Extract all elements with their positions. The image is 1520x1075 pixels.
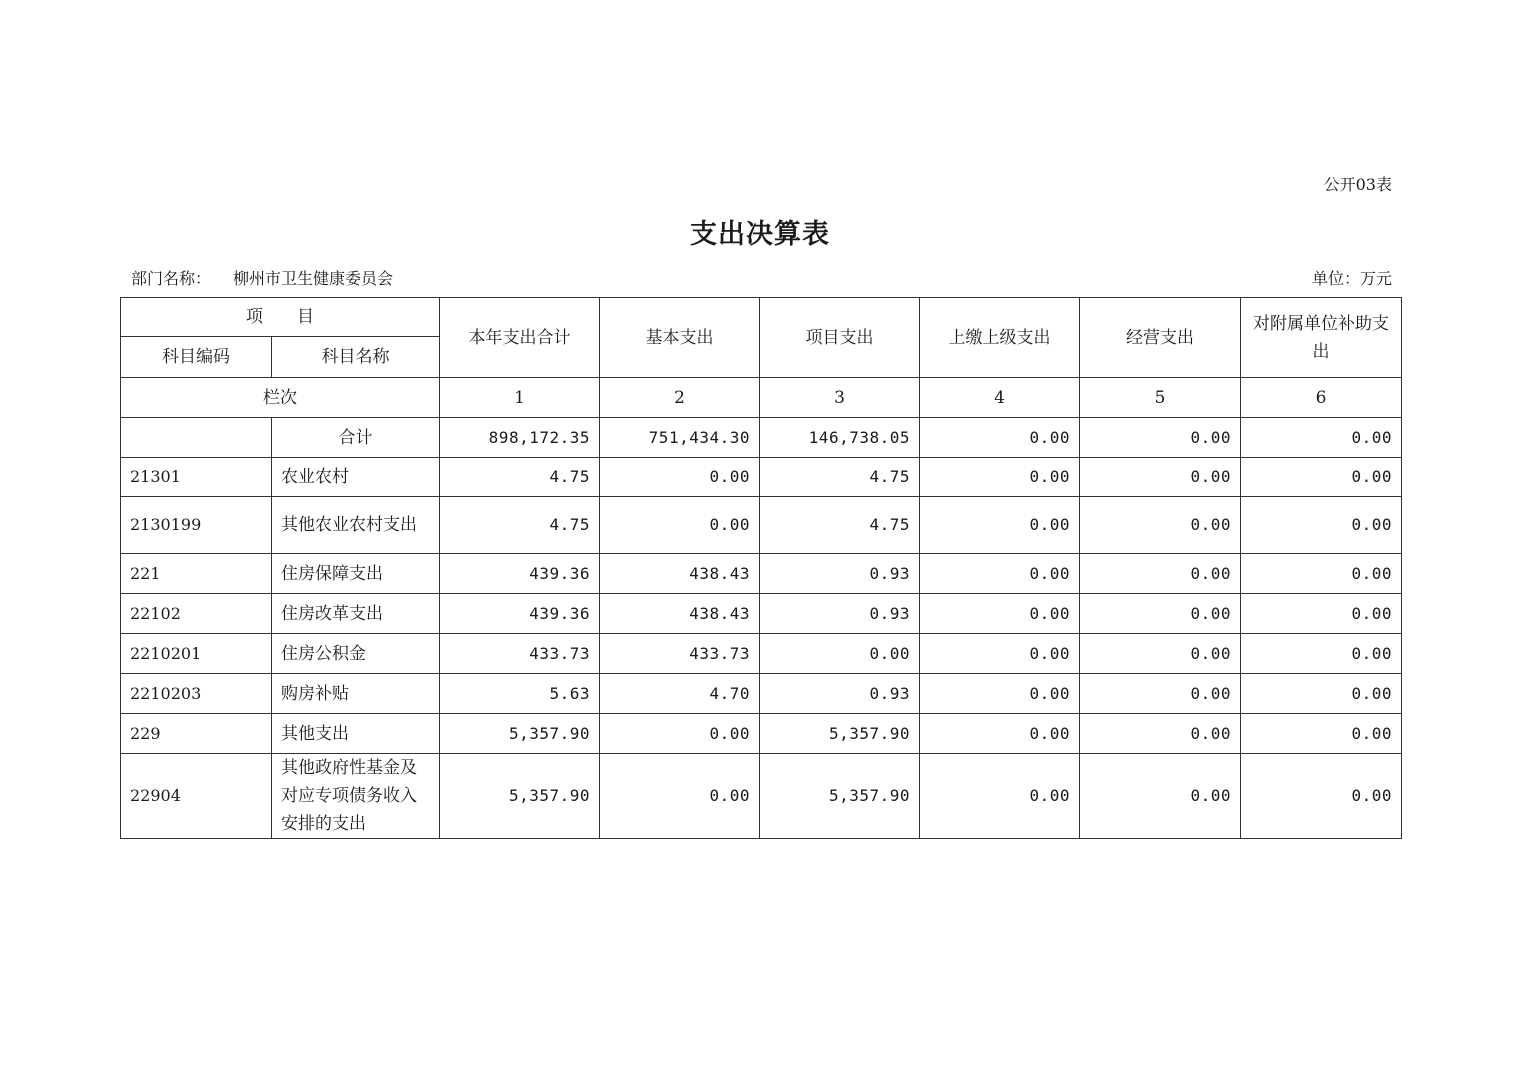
amount-cell: 4.75 <box>440 497 600 554</box>
subject-code-cell: 21301 <box>121 458 272 497</box>
column-number-row <box>121 378 1402 418</box>
table-row <box>121 754 1402 839</box>
amount-cell: 0.93 <box>760 594 920 634</box>
column-number: 4 <box>920 378 1080 418</box>
amount-cell: 0.00 <box>1241 754 1402 839</box>
amount-cell: 433.73 <box>440 634 600 674</box>
subject-code-cell: 221 <box>121 554 272 594</box>
expenditure-table <box>120 297 1402 839</box>
subject-name-cell: 其他政府性基金及对应专项债务收入安排的支出 <box>272 754 440 839</box>
total-value: 898,172.35 <box>440 418 600 458</box>
unit-label: 单位：万元 <box>1311 269 1392 288</box>
total-value: 751,434.30 <box>600 418 760 458</box>
amount-cell: 0.00 <box>1241 497 1402 554</box>
subject-name-header: 科目名称 <box>272 337 440 378</box>
subject-name-cell: 农业农村 <box>272 458 440 497</box>
amount-cell: 0.00 <box>1080 674 1241 714</box>
amount-cell: 0.00 <box>920 594 1080 634</box>
column-header: 上缴上级支出 <box>920 298 1080 378</box>
amount-cell: 5,357.90 <box>440 754 600 839</box>
amount-cell: 0.00 <box>600 458 760 497</box>
amount-cell: 5,357.90 <box>440 714 600 754</box>
column-header: 经营支出 <box>1080 298 1241 378</box>
table-row <box>121 634 1402 674</box>
table-row <box>121 497 1402 554</box>
amount-cell: 0.00 <box>1241 458 1402 497</box>
total-value: 0.00 <box>1241 418 1402 458</box>
amount-cell: 438.43 <box>600 594 760 634</box>
amount-cell: 0.00 <box>1241 714 1402 754</box>
column-header: 基本支出 <box>600 298 760 378</box>
form-code: 公开03表 <box>1323 175 1392 194</box>
total-value: 0.00 <box>920 418 1080 458</box>
amount-cell: 0.00 <box>920 754 1080 839</box>
subject-name-cell: 住房公积金 <box>272 634 440 674</box>
amount-cell: 0.00 <box>1080 458 1241 497</box>
total-code-cell <box>121 418 272 458</box>
amount-cell: 0.00 <box>920 458 1080 497</box>
column-number: 1 <box>440 378 600 418</box>
subject-name-cell: 购房补贴 <box>272 674 440 714</box>
amount-cell: 0.00 <box>1080 634 1241 674</box>
amount-cell: 4.75 <box>440 458 600 497</box>
table-row <box>121 554 1402 594</box>
column-number: 3 <box>760 378 920 418</box>
subject-name-cell: 住房改革支出 <box>272 594 440 634</box>
department-name: 柳州市卫生健康委员会 <box>233 269 394 288</box>
amount-cell: 0.00 <box>600 754 760 839</box>
amount-cell: 0.00 <box>920 714 1080 754</box>
subject-code-cell: 2130199 <box>121 497 272 554</box>
amount-cell: 439.36 <box>440 594 600 634</box>
item-header: 项 目 <box>121 298 440 337</box>
department-line <box>131 266 393 289</box>
subject-code-cell: 2210201 <box>121 634 272 674</box>
table-row <box>121 594 1402 634</box>
amount-cell: 0.00 <box>600 714 760 754</box>
amount-cell: 0.00 <box>920 554 1080 594</box>
department-label: 部门名称： <box>131 269 212 288</box>
column-header: 项目支出 <box>760 298 920 378</box>
amount-cell: 0.00 <box>1241 594 1402 634</box>
amount-cell: 0.00 <box>1241 674 1402 714</box>
subject-name-cell: 其他农业农村支出 <box>272 497 440 554</box>
amount-cell: 0.00 <box>1080 594 1241 634</box>
amount-cell: 0.00 <box>600 497 760 554</box>
amount-cell: 5,357.90 <box>760 754 920 839</box>
amount-cell: 433.73 <box>600 634 760 674</box>
total-value: 0.00 <box>1080 418 1241 458</box>
amount-cell: 5.63 <box>440 674 600 714</box>
amount-cell: 0.00 <box>1080 497 1241 554</box>
amount-cell: 0.00 <box>1241 634 1402 674</box>
subject-name-cell: 住房保障支出 <box>272 554 440 594</box>
total-value: 146,738.05 <box>760 418 920 458</box>
column-number: 6 <box>1241 378 1402 418</box>
subject-code-cell: 2210203 <box>121 674 272 714</box>
amount-cell: 5,357.90 <box>760 714 920 754</box>
subject-code-cell: 22904 <box>121 754 272 839</box>
subject-code-cell: 22102 <box>121 594 272 634</box>
amount-cell: 0.00 <box>920 497 1080 554</box>
amount-cell: 4.70 <box>600 674 760 714</box>
column-number: 5 <box>1080 378 1241 418</box>
amount-cell: 0.00 <box>1080 554 1241 594</box>
column-header: 本年支出合计 <box>440 298 600 378</box>
column-number: 2 <box>600 378 760 418</box>
amount-cell: 0.00 <box>920 674 1080 714</box>
table-row <box>121 458 1402 497</box>
table-row <box>121 714 1402 754</box>
total-label: 合计 <box>272 418 440 458</box>
amount-cell: 4.75 <box>760 458 920 497</box>
amount-cell: 0.00 <box>1241 554 1402 594</box>
column-header: 对附属单位补助支出 <box>1241 298 1402 378</box>
amount-cell: 439.36 <box>440 554 600 594</box>
amount-cell: 0.00 <box>1080 714 1241 754</box>
amount-cell: 0.93 <box>760 674 920 714</box>
amount-cell: 438.43 <box>600 554 760 594</box>
amount-cell: 0.93 <box>760 554 920 594</box>
amount-cell: 0.00 <box>760 634 920 674</box>
subject-name-cell: 其他支出 <box>272 714 440 754</box>
subject-code-cell: 229 <box>121 714 272 754</box>
amount-cell: 4.75 <box>760 497 920 554</box>
subject-code-header: 科目编码 <box>121 337 272 378</box>
page-title: 支出决算表 <box>690 219 830 250</box>
amount-cell: 0.00 <box>920 634 1080 674</box>
header-row <box>121 298 1402 337</box>
table-row <box>121 674 1402 714</box>
total-row <box>121 418 1402 458</box>
row-label: 栏次 <box>121 378 440 418</box>
amount-cell: 0.00 <box>1080 754 1241 839</box>
